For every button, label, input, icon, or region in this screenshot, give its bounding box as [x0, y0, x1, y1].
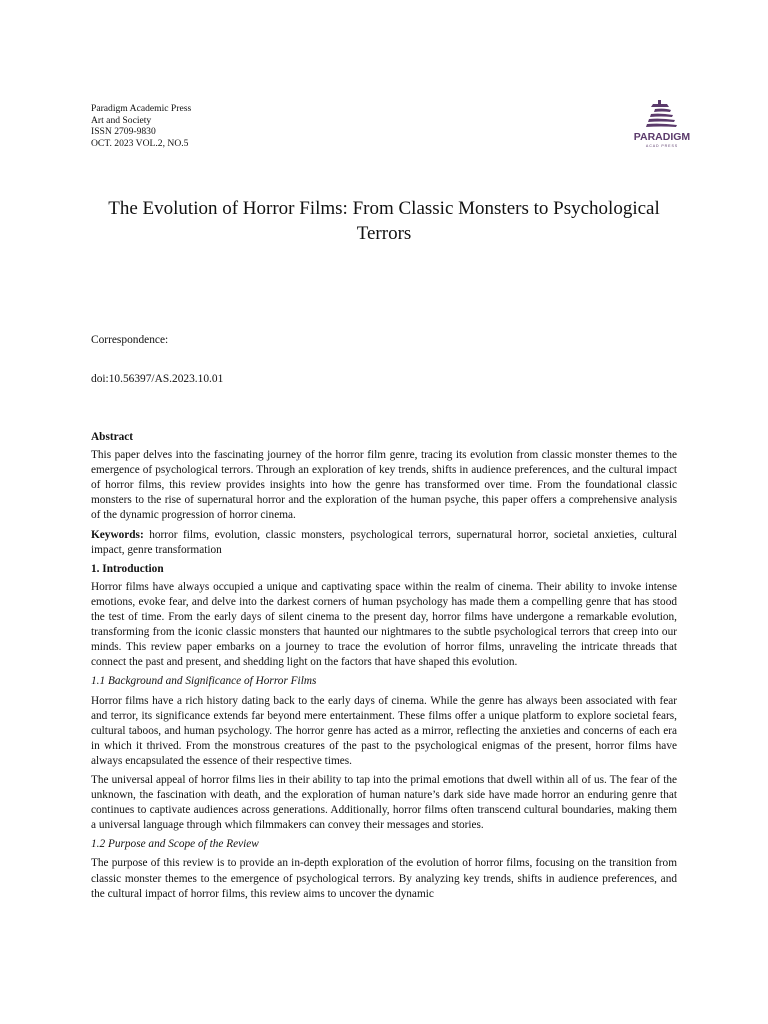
introduction-text: Horror films have always occupied a unique and captivating space within the realm of cinema. Their ability to invoke intense emotions, evoke fear, and delve into the darkest corners of human psychology has made them a compelling genre that has stood the test of time. From the early days of silent cinema to the present day, horror films have undergone a remarkable evolution, transforming from the iconic classic monsters that haunted our nightmares to the subtle psychological terrors that creep into our minds. This review paper embarks on a journey to trace the evolution of horror films, unraveling the intricate threads that connect the past and present, and shedding light on the factors that have shaped this evolution. [91, 580, 677, 669]
introduction-heading: 1. Introduction [91, 562, 164, 575]
keywords-text: horror films, evolution, classic monsters, psychological terrors, supernatural horror, societal anxieties, cultural impact, genre transformation [91, 528, 677, 556]
paper-body [91, 430, 677, 906]
section-1-2-paragraph-1: The purpose of this review is to provide an in-depth exploration of the evolution of horror films, focusing on the transition from classic monster themes to the emergence of psychological terrors. By analyzing key trends, shifts in audience preferences, and the cultural impact of horror films, this review aims to uncover the dynamic [91, 857, 677, 900]
section-1-1-heading: 1.1 Background and Significance of Horror Films [91, 675, 317, 688]
keywords-label: Keywords: [91, 528, 144, 541]
journal-name: Art and Society [91, 114, 152, 126]
issn: ISSN 2709-9830 [91, 126, 156, 138]
journal-header [91, 103, 191, 149]
logo-subtext: ACAD PRESS [645, 144, 679, 148]
abstract-heading: Abstract [91, 431, 134, 443]
publisher-name: Paradigm Academic Press [91, 103, 192, 114]
section-1-1-paragraph-2: The universal appeal of horror films lies in their ability to tap into the primal emotions that dwell within all of us. The fear of the unknown, the fascination with death, and the exploration of human nature’s dark side have made horror an enduring genre that continues to captivate audiences across generations. Additionally, horror films often transcend cultural boundaries, making them a universal language through which filmmakers can convey their messages and stories. [91, 773, 677, 832]
paradigm-logo [631, 99, 693, 151]
section-1-1-paragraph-1: Horror films have a rich history dating back to the early days of cinema. While the genre has always been associated with fear and terror, its significance extends far beyond mere entertainment. These films offer a unique platform to explore societal fears, cultural taboos, and human psychology. The horror genre has acted as a mirror, reflecting the anxieties and concerns of each era in which it thrived. From the monstrous creatures of the past to the psychological enigmas of the present, horror films have always encapsulated the essence of their respective times. [91, 694, 677, 767]
paradigm-logo-icon [631, 99, 693, 151]
logo-wordmark: PARADIGM [633, 131, 691, 143]
doi-link[interactable]: doi:10.56397/AS.2023.10.01 [91, 373, 224, 385]
keywords [91, 528, 677, 558]
abstract-text: This paper delves into the fascinating journey of the horror film genre, tracing its evolution from classic monster themes to the emergence of psychological terrors. Through an exploration of key trends, shifts in audience preferences, and the cultural impact of horror films, this review provides insights into how the genre has transformed over time. From the foundational classic monsters to the rise of supernatural horror and the exploration of the human psyche, this paper offers a comprehensive analysis of the dynamic progression of horror cinema. [91, 449, 677, 522]
section-1-2-heading: 1.2 Purpose and Scope of the Review [91, 838, 259, 851]
correspondence-label: Correspondence: [91, 334, 169, 346]
issue-info: OCT. 2023 VOL.2, NO.5 [91, 137, 189, 149]
paper-title: The Evolution of Horror Films: From Classic Monsters to Psychological Terrors [108, 198, 660, 244]
